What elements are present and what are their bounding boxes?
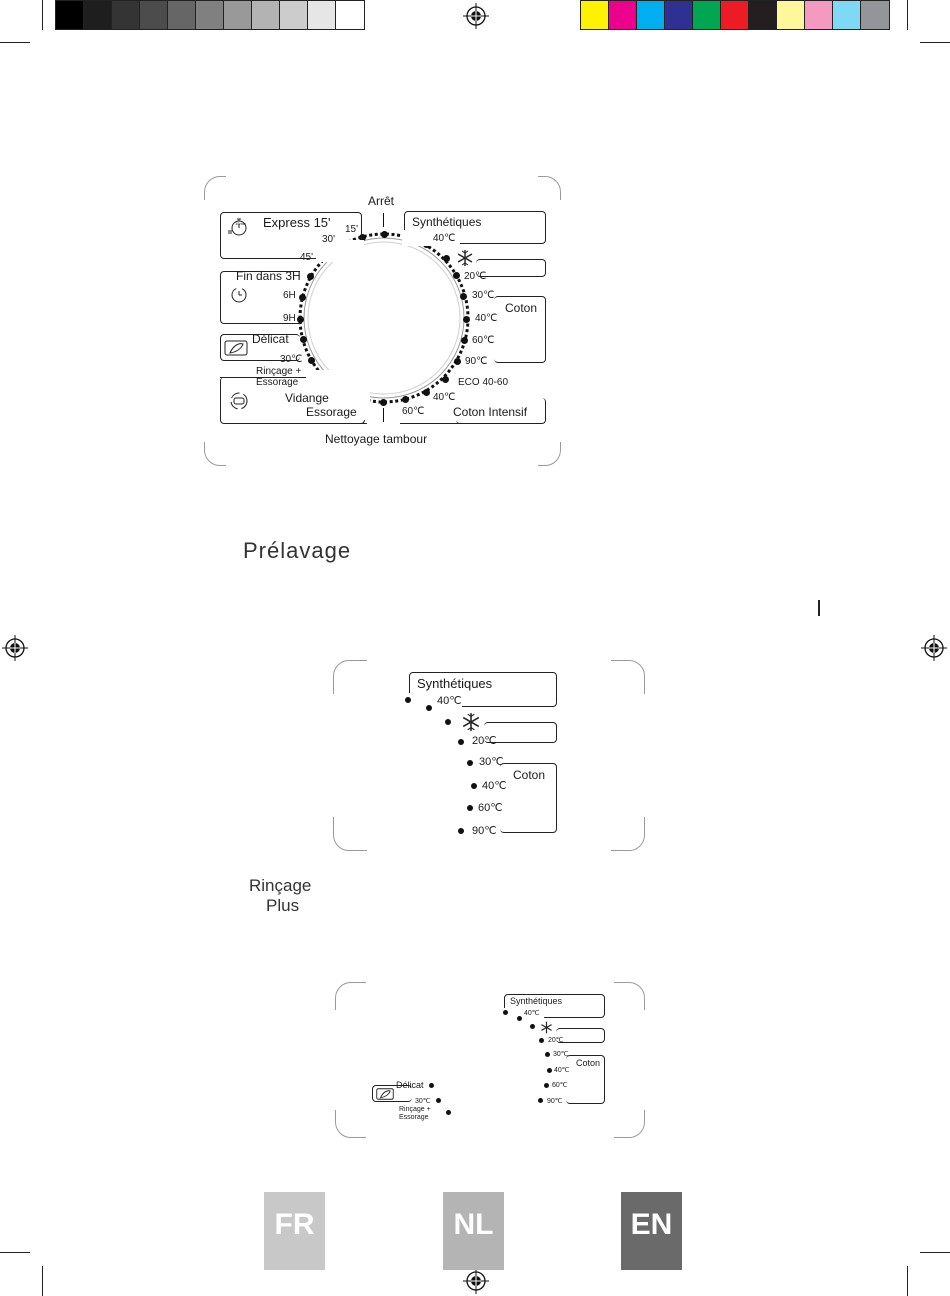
dial-bottom-label: Nettoyage tambour [325,432,428,446]
language-tab-en[interactable]: EN [621,1192,682,1270]
coton-30-label: 30℃ [472,290,495,301]
color-swatch [665,1,693,29]
crop-mark [0,1252,30,1253]
color-swatch [693,1,721,29]
prelavage-coton-label: Coton [513,768,546,782]
crop-mark [0,42,30,43]
coton-90-label: 90℃ [465,356,488,367]
essorage-label: Essorage [306,405,357,419]
rincage-synthetiques-label: Synthétiques [510,996,563,1006]
express-30-label: 30' [322,234,336,245]
language-tab-nl[interactable]: NL [443,1192,504,1270]
express-45-label: 45' [300,252,314,263]
rincage-coton-40-label: 40℃ [554,1067,570,1074]
delicat-label: Délicat [252,332,289,346]
program-dot [544,1083,549,1088]
eco-40-label: 40℃ [433,392,456,403]
crop-mark [42,0,43,30]
dial-position-dot [443,255,450,262]
dial-position-dot [463,316,470,323]
snowflake-icon [456,249,474,267]
color-swatch [777,1,805,29]
prelavage-synthetiques-label: Synthétiques [417,676,493,691]
rincage-delicat-30-label: 30℃ [415,1098,431,1105]
gray-swatch [196,1,224,29]
program-dot [446,1110,451,1115]
prelavage-coton-60-label: 60℃ [478,802,503,814]
crop-mark [920,42,950,43]
express-15-label: 15' [345,224,359,235]
dial-top-label: Arrêt [368,194,395,208]
dial-position-dot [460,293,467,300]
prelavage-heading: Prélavage [243,538,352,563]
rincage-synth-40-label: 40℃ [524,1010,540,1017]
coton-intensif-label: Coton Intensif [453,405,528,419]
rincage-coton-90-label: 90℃ [547,1098,563,1105]
color-swatch [637,1,665,29]
color-swatch [609,1,637,29]
program-dot [517,1016,522,1021]
program-dot [471,783,477,789]
coton-label: Coton [505,301,538,315]
gray-swatch [308,1,336,29]
rincage-rincage-label: Rinçage + [399,1106,431,1113]
grayscale-color-bar [55,0,365,30]
dial-position-dot [442,376,449,383]
program-dot [405,697,411,703]
crop-mark [42,1266,43,1296]
program-dot [538,1098,543,1103]
program-dot [467,805,473,811]
dial-position-dot [380,399,387,406]
prelavage-cold-20-label: 20℃ [472,735,497,747]
program-dot [426,705,432,711]
express-icon-caption: 15min [235,221,246,226]
rincage-essorage-label: Essorage [399,1114,429,1121]
dial-position-dot [402,396,409,403]
color-swatch [833,1,861,29]
registration-mark-icon [463,3,489,29]
rincage-coton-60-label: 60℃ [552,1082,568,1089]
registration-mark-icon [921,635,947,661]
eco-label: ECO 40-60 [458,377,509,388]
rincage-coton-30-label: 30℃ [553,1051,569,1058]
prelavage-coton-90-label: 90℃ [472,825,497,837]
dial-position-dot [461,337,468,344]
program-dot [429,1083,434,1088]
snowflake-icon [540,1021,553,1034]
coton-40-label: 40℃ [475,313,498,324]
dial-position-dot [300,336,307,343]
color-swatch [721,1,749,29]
dial-position-dot [454,358,461,365]
delicat-30-label: 30℃ [280,354,303,365]
cold-20-label: 20℃ [464,271,487,282]
stopwatch-icon [226,214,252,240]
program-dot [458,739,464,745]
rincage-coton-label: Coton [576,1058,601,1068]
program-dot [547,1068,552,1073]
delay-9h-label: 9H [283,313,296,324]
gray-swatch [56,1,84,29]
language-tab-fr[interactable]: FR [264,1192,325,1270]
gray-swatch [280,1,308,29]
program-dot [467,760,473,766]
color-swatch [805,1,833,29]
program-dot [458,828,464,834]
registration-mark-icon [2,635,28,661]
rincage-delicat-label: Délicat [396,1080,424,1090]
delay-6h-label: 6H [283,290,296,301]
snowflake-icon [461,712,481,732]
gray-swatch [84,1,112,29]
gray-swatch [336,1,364,29]
synthetiques-label: Synthétiques [412,215,482,229]
rincage-cold-20-label: 20℃ [548,1037,564,1044]
gray-swatch [140,1,168,29]
coton-60-label: 60℃ [472,335,495,346]
dial-position-dot [381,231,388,238]
prelavage-coton-40-label: 40℃ [482,780,507,792]
dial-position-dot [307,273,314,280]
rincage-plus-heading-line1: Rinçage [249,876,312,895]
gray-swatch [252,1,280,29]
color-swatch [749,1,777,29]
gray-swatch [112,1,140,29]
feather-icon [376,1088,394,1100]
color-swatch [861,1,889,29]
program-dot [539,1038,544,1043]
rinse-spin-icon [228,390,250,412]
express-label: Express 15' [263,215,331,230]
program-dot [436,1098,441,1103]
rincage-essorage-label: Essorage [256,377,299,388]
dial-position-dot [308,357,315,364]
synthetiques-40-label: 40℃ [433,233,456,244]
clock-icon [229,285,249,305]
cold-program-box [476,259,546,277]
program-dot [545,1052,550,1057]
dial-position-dot [423,389,430,396]
page-mark [818,600,820,616]
crop-mark [907,1266,908,1296]
rincage-label: Rinçage + [256,366,302,377]
process-color-bar [580,0,890,30]
intensif-60-label: 60℃ [402,406,425,417]
feather-icon [224,340,248,356]
crop-mark [920,1252,950,1253]
crop-mark [907,0,908,30]
vidange-label: Vidange [285,391,329,405]
rincage-plus-heading-line2: Plus [266,896,300,915]
gray-swatch [224,1,252,29]
dial-position-dot [453,272,460,279]
program-dot [445,719,451,725]
prelavage-synth-40-label: 40℃ [437,695,462,707]
fin-dans-label: Fin dans 3H [236,269,301,283]
program-dot [503,1010,508,1015]
color-swatch [581,1,609,29]
prelavage-coton-30-label: 30℃ [479,756,504,768]
program-dot [530,1024,535,1029]
registration-mark-icon [463,1268,489,1294]
gray-swatch [168,1,196,29]
